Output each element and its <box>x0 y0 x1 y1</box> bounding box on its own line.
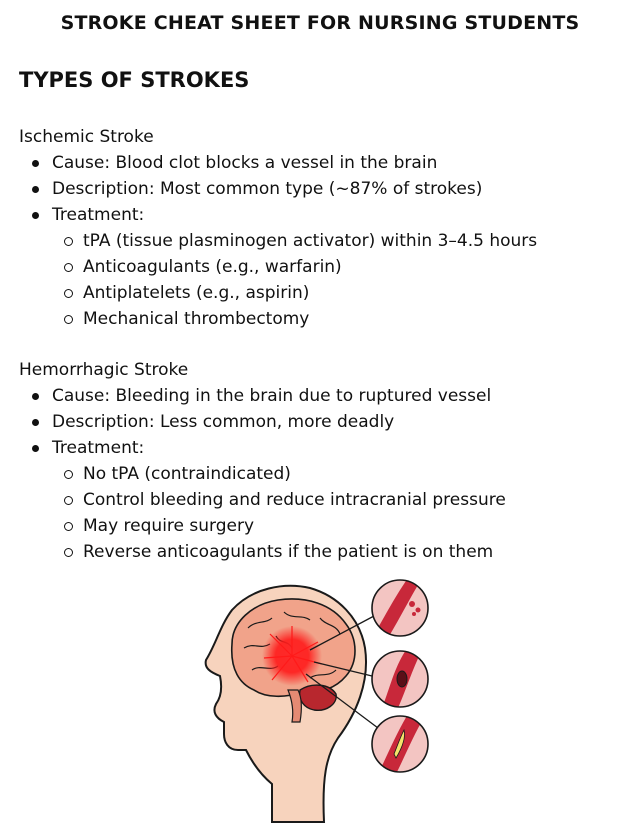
hemorrhagic-details-list <box>19 383 506 461</box>
vessel-clot-inset <box>372 650 428 708</box>
ischemic-stroke-title: Ischemic Stroke <box>19 127 154 147</box>
section-heading: TYPES OF STROKES <box>19 68 250 92</box>
ischemic-treatment-label: Treatment: <box>19 202 537 228</box>
page-title: STROKE CHEAT SHEET FOR NURSING STUDENTS <box>60 12 580 34</box>
ischemic-stroke-section <box>19 124 537 332</box>
hemorrhagic-treatment-item: Reverse anticoagulants if the patient is on them <box>51 539 506 565</box>
ischemic-treatment-item: Anticoagulants (e.g., warfarin) <box>51 254 537 280</box>
ischemic-description: Description: Most common type (~87% of strokes) <box>19 176 537 202</box>
hemorrhagic-treatment-list <box>51 461 506 565</box>
ischemic-treatment-item: Antiplatelets (e.g., aspirin) <box>51 280 537 306</box>
hemorrhagic-stroke-section <box>19 357 506 565</box>
hemorrhagic-treatment-label: Treatment: <box>19 435 506 461</box>
hemorrhagic-treatment-item: No tPA (contraindicated) <box>51 461 506 487</box>
hemorrhagic-stroke-title: Hemorrhagic Stroke <box>19 360 189 380</box>
ischemic-treatment-list <box>51 228 537 332</box>
plaque-vessel-inset <box>372 714 428 774</box>
ischemic-treatment-item: tPA (tissue plasminogen activator) within 3–4.5 hours <box>51 228 537 254</box>
ischemic-cause: Cause: Blood clot blocks a vessel in the brain <box>19 150 537 176</box>
cerebellum <box>300 685 337 710</box>
ischemic-treatment-item: Mechanical thrombectomy <box>51 306 537 332</box>
hemorrhagic-treatment-item: May require surgery <box>51 513 506 539</box>
hemorrhagic-description: Description: Less common, more deadly <box>19 409 506 435</box>
ruptured-vessel-inset <box>372 578 428 638</box>
stroke-illustration <box>160 578 460 823</box>
hemorrhagic-cause: Cause: Bleeding in the brain due to ruptured vessel <box>19 383 506 409</box>
hemorrhagic-treatment-item: Control bleeding and reduce intracranial pressure <box>51 487 506 513</box>
ischemic-details-list <box>19 150 537 228</box>
